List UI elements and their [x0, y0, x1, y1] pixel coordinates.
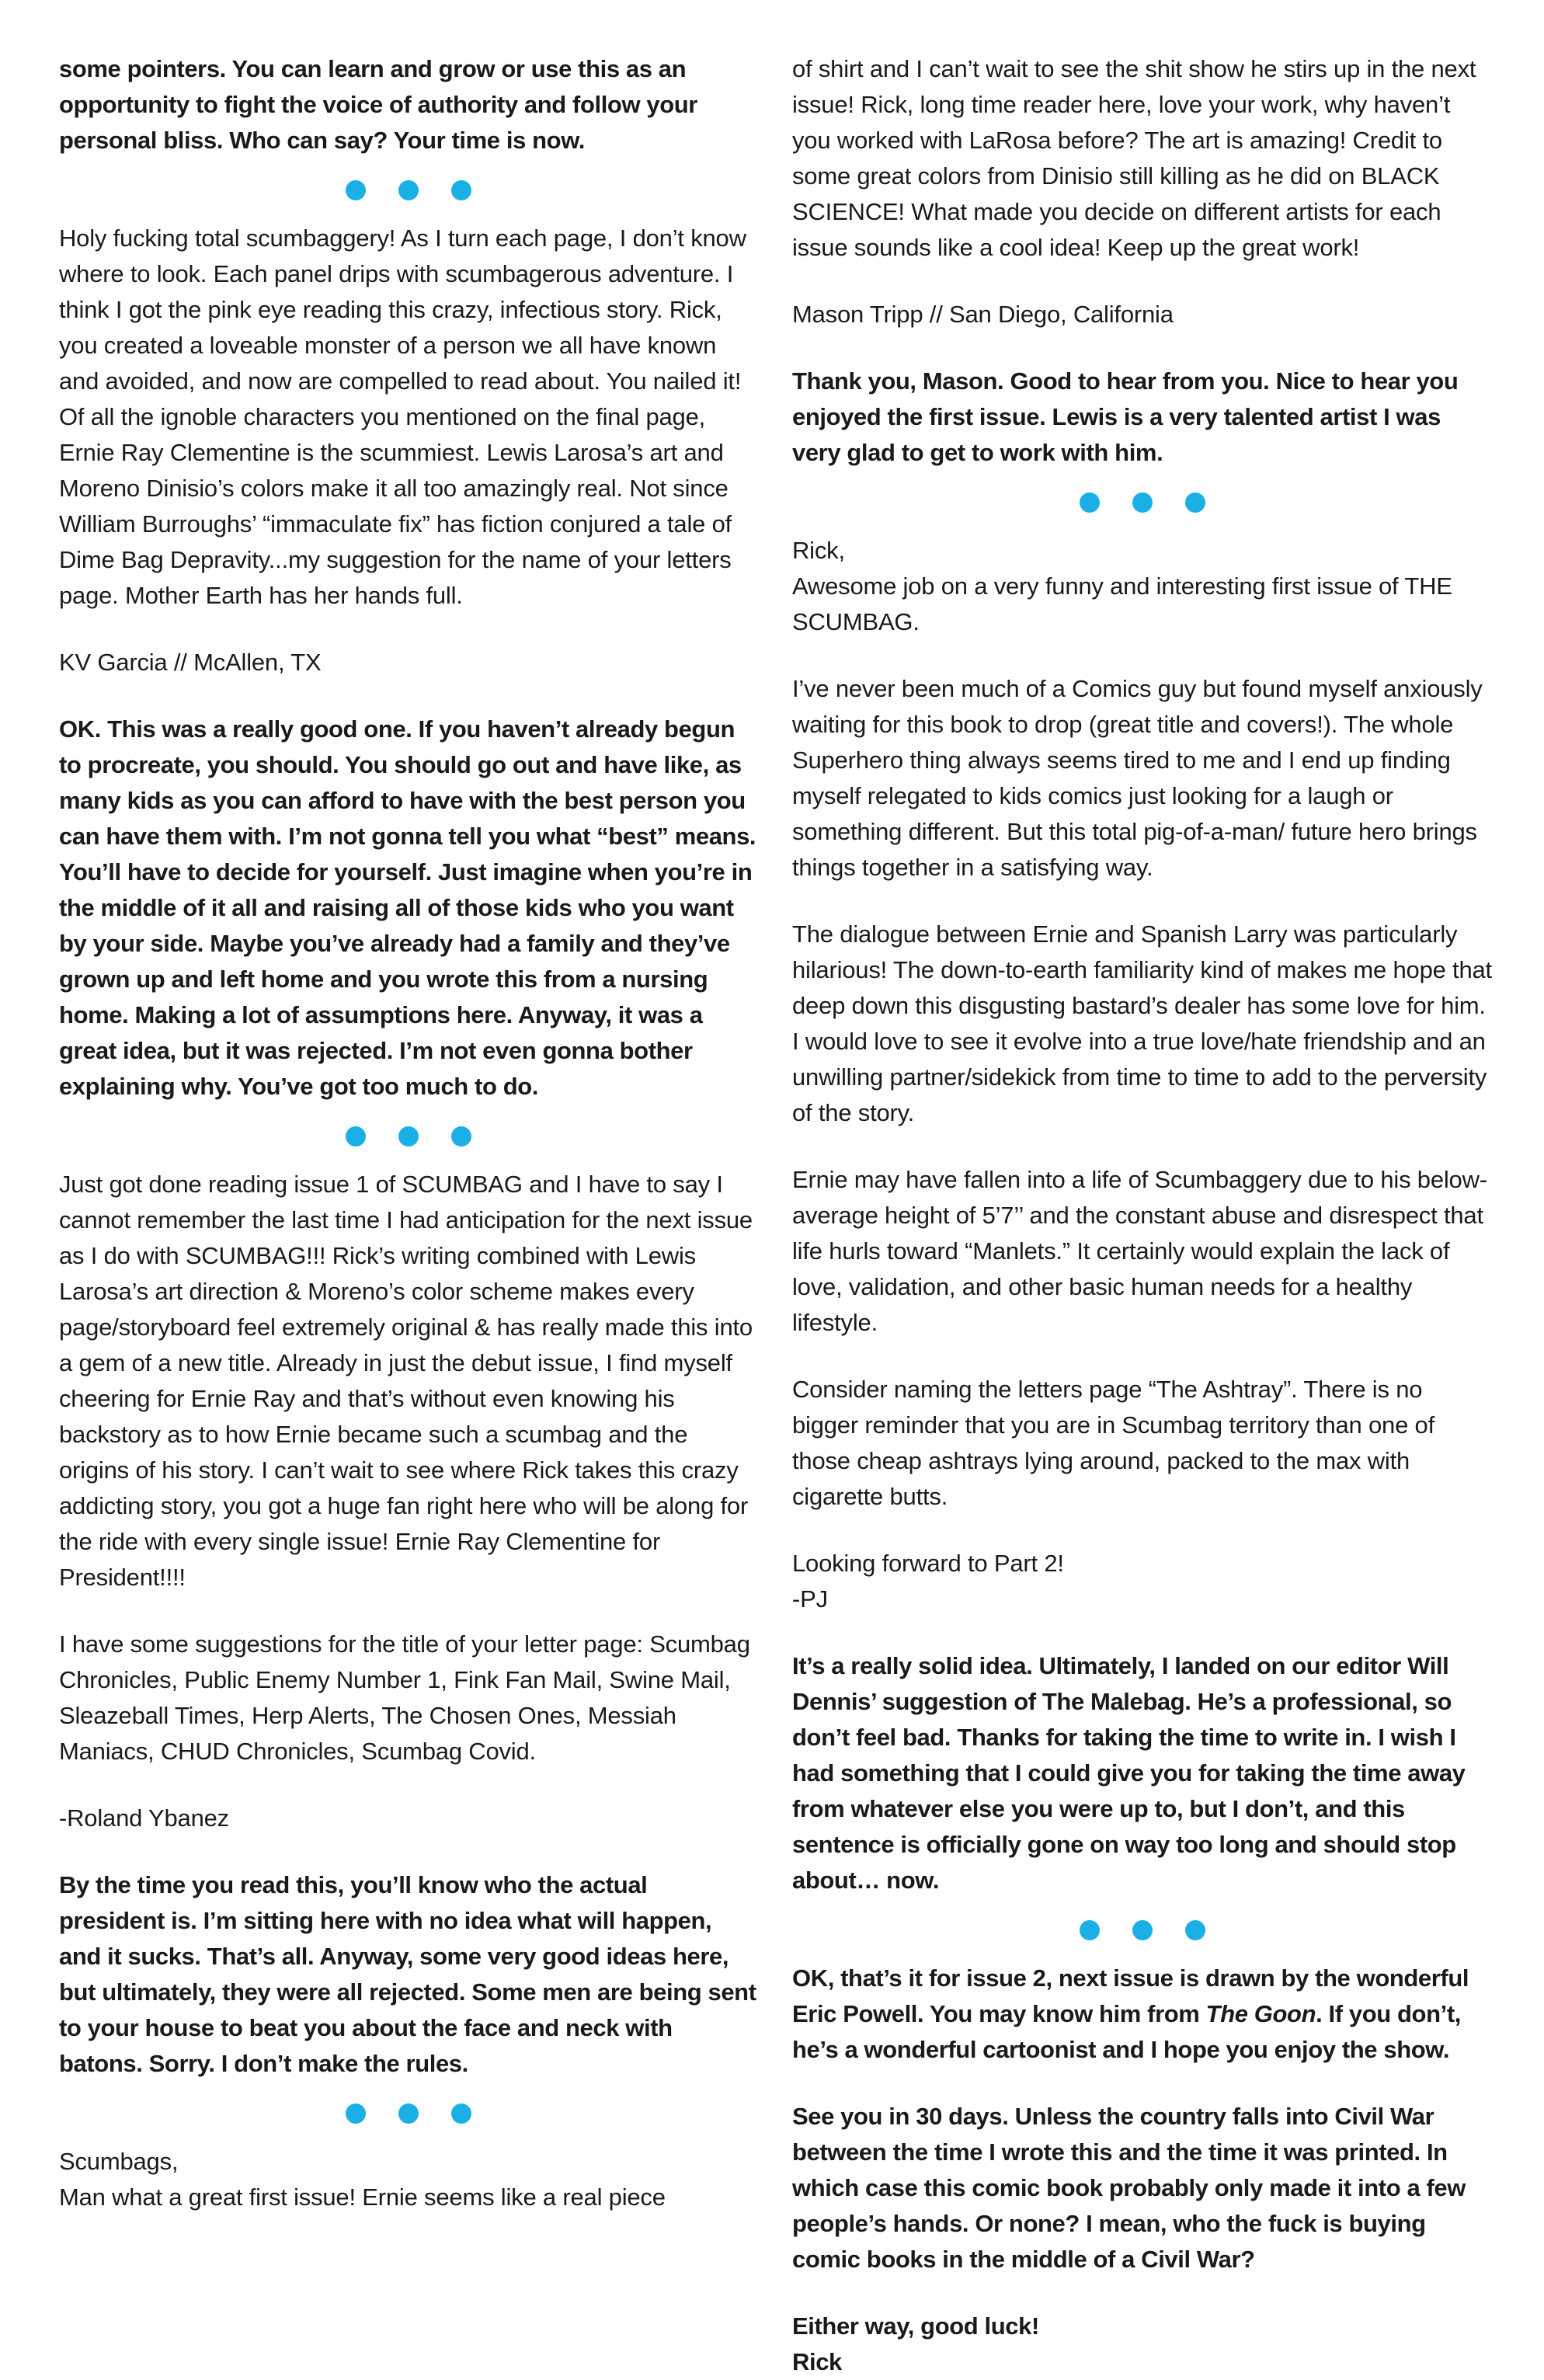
divider-dot-icon — [346, 180, 366, 200]
editor-reply: OK. This was a really good one. If you haven’t already begun to procreate, you should. You should go out and have like, as many kids as you can afford to have with the best person you can have them with. I’m not gonna tell you what “best” means. You’ll have to decide for yourself. Just imagine when you’re in the middle of it all and raising all of those kids who you want by your side. Maybe you’ve already had a family and they’ve grown up and left home and you wrote this from a nursing home. Making a lot of assumptions here. Anyway, it was a great idea, but it was rejected. I’m not even gonna bother explaining why. You’ve got too much to do. — [59, 715, 756, 1100]
letter-signature: -PJ — [792, 1585, 828, 1613]
closing-text: OK, that’s it for issue 2, next issue is drawn by the wonderful Eric Powell. You may know him from — [792, 1964, 1469, 2027]
divider-dot-icon — [346, 2103, 366, 2124]
section-divider — [59, 1126, 758, 1147]
letter-text: Looking forward to Part 2! — [792, 1550, 1064, 1577]
editor-reply: By the time you read this, you’ll know who the actual president is. I’m sitting here with no idea what will happen, and it sucks. That’s all. Anyway, some very good ideas here, but ultimately, they were all rejected. Some men are being sent to your house to beat you about the face and neck with batons. Sorry. I don’t make the rules. — [59, 1871, 756, 2077]
divider-dot-icon — [1132, 492, 1153, 513]
divider-dot-icon — [451, 2103, 471, 2124]
section-divider — [792, 1920, 1493, 1940]
editor-signoff — [792, 2309, 1493, 2380]
reader-letter: Just got done reading issue 1 of SCUMBAG and I have to say I cannot remember the last time I had anticipation for the next issue as I do with SCUMBAG!!! Rick’s writing combined with Lewis Larosa’s art direction & Moreno’s color scheme makes every page/storyboard feel extremely original & has really made this into a gem of a new title. Already in just the debut issue, I find myself cheering for Ernie Ray and that’s without even knowing his backstory as to how Ernie became such a scumbag and the origins of his story. I can’t wait to see where Rick takes this crazy addicting story, you got a huge fan right here who will be along for the ride with every single issue! Ernie Ray Clementine for President!!!! — [59, 1171, 753, 1591]
divider-dot-icon — [346, 1126, 366, 1147]
divider-dot-icon — [398, 180, 419, 200]
letter-signature: KV Garcia // McAllen, TX — [59, 649, 322, 676]
right-column — [792, 51, 1493, 2380]
divider-dot-icon — [1185, 1920, 1205, 1940]
signoff-text: Either way, good luck! — [792, 2312, 1039, 2340]
divider-dot-icon — [398, 1126, 419, 1147]
closing-text: . If you don’t, he’s a wonderful cartoonist and I hope you enjoy the show. — [792, 2000, 1461, 2063]
letter-text: Man what a great first issue! Ernie seems like a real piece — [59, 2183, 666, 2211]
editor-reply: Thank you, Mason. Good to hear from you. Nice to hear you enjoyed the first issue. Lewis is a very talented artist I was very glad to get to work with him. — [792, 367, 1459, 466]
letter-signature: Mason Tripp // San Diego, California — [792, 301, 1174, 328]
divider-dot-icon — [1080, 1920, 1100, 1940]
letter-signature: -Roland Ybanez — [59, 1804, 229, 1832]
reader-letter — [792, 1546, 1493, 1617]
book-title: The Goon — [1205, 2000, 1316, 2027]
divider-dot-icon — [398, 2103, 419, 2124]
section-divider — [792, 492, 1493, 513]
reader-letter — [59, 2144, 758, 2215]
reader-letter: I’ve never been much of a Comics guy but found myself anxiously waiting for this book to drop (great title and covers!). The whole Superhero thing always seems tired to me and I end up finding myself relegated to kids comics just looking for a laugh or something different. But this total pig-of-a-man/ future hero brings things together in a satisfying way. — [792, 675, 1483, 881]
editor-closing — [792, 1961, 1493, 2068]
divider-dot-icon — [1132, 1920, 1153, 1940]
reader-letter: Holy fucking total scumbaggery! As I turn each page, I don’t know where to look. Each panel drips with scumbagerous adventure. I think I got the pink eye reading this crazy, infectious story. Rick, you created a loveable monster of a person we all have known and avoided, and now are compelled to read about. You nailed it! Of all the ignoble characters you mentioned on the final page, Ernie Ray Clementine is the scummiest. Lewis Larosa’s art and Moreno Dinisio’s colors make it all too amazingly real. Not since William Burroughs’ “immaculate fix” has fiction conjured a tale of Dime Bag Depravity...my suggestion for the name of your letters page. Mother Earth has her hands full. — [59, 224, 746, 609]
editor-reply: It’s a really solid idea. Ultimately, I landed on our editor Will Dennis’ suggestion of The Malebag. He’s a professional, so don’t feel bad. Thanks for taking the time to write in. I wish I had something that I could give you for taking the time away from whatever else you were up to, but I don’t, and this sentence is officially gone on way too long and should stop about… now. — [792, 1652, 1466, 1894]
letter-salutation: Rick, — [792, 537, 845, 564]
divider-dot-icon — [451, 180, 471, 200]
reader-letter: I have some suggestions for the title of your letter page: Scumbag Chronicles, Public Enemy Number 1, Fink Fan Mail, Swine Mail, Sleazeball Times, Herp Alerts, The Chosen Ones, Messiah Maniacs, CHUD Chronicles, Scumbag Covid. — [59, 1630, 750, 1765]
reader-letter: Consider naming the letters page “The Ashtray”. There is no bigger reminder that you are in Scumbag territory than one of those cheap ashtrays lying around, packed to the max with cigarette butts. — [792, 1376, 1434, 1510]
editor-reply: some pointers. You can learn and grow or use this as an opportunity to fight the voice of authority and follow your personal bliss. Who can say? Your time is now. — [59, 55, 697, 154]
section-divider — [59, 180, 758, 200]
letter-text: Awesome job on a very funny and interesting first issue of THE SCUMBAG. — [792, 572, 1452, 635]
divider-dot-icon — [1080, 492, 1100, 513]
divider-dot-icon — [1185, 492, 1205, 513]
reader-letter: The dialogue between Ernie and Spanish Larry was particularly hilarious! The down-to-earth familiarity kind of makes me hope that deep down this disgusting bastard’s dealer has some love for him. I would love to see it evolve into a true love/hate friendship and an unwilling partner/sidekick from time to time to add to the perversity of the story. — [792, 920, 1492, 1126]
reader-letter — [792, 533, 1493, 640]
section-divider — [59, 2103, 758, 2124]
divider-dot-icon — [451, 1126, 471, 1147]
letter-salutation: Scumbags, — [59, 2148, 179, 2175]
reader-letter: of shirt and I can’t wait to see the shit show he stirs up in the next issue! Rick, long time reader here, love your work, why haven’t you worked with LaRosa before? The art is amazing! Credit to some great colors from Dinisio still killing as he did on BLACK SCIENCE! What made you decide on different artists for each issue sounds like a cool idea! Keep up the great work! — [792, 55, 1476, 261]
left-column — [59, 51, 758, 2215]
editor-closing: See you in 30 days. Unless the country falls into Civil War between the time I wrote this and the time it was printed. In which case this comic book probably only made it into a few people’s hands. Or none? I mean, who the fuck is buying comic books in the middle of a Civil War? — [792, 2103, 1466, 2273]
reader-letter: Ernie may have fallen into a life of Scumbaggery due to his below-average height of 5’7’’ and the constant abuse and disrespect that life hurls toward “Manlets.” It certainly would explain the lack of love, validation, and other basic human needs for a healthy lifestyle. — [792, 1166, 1487, 1336]
editor-signature: Rick — [792, 2348, 842, 2375]
